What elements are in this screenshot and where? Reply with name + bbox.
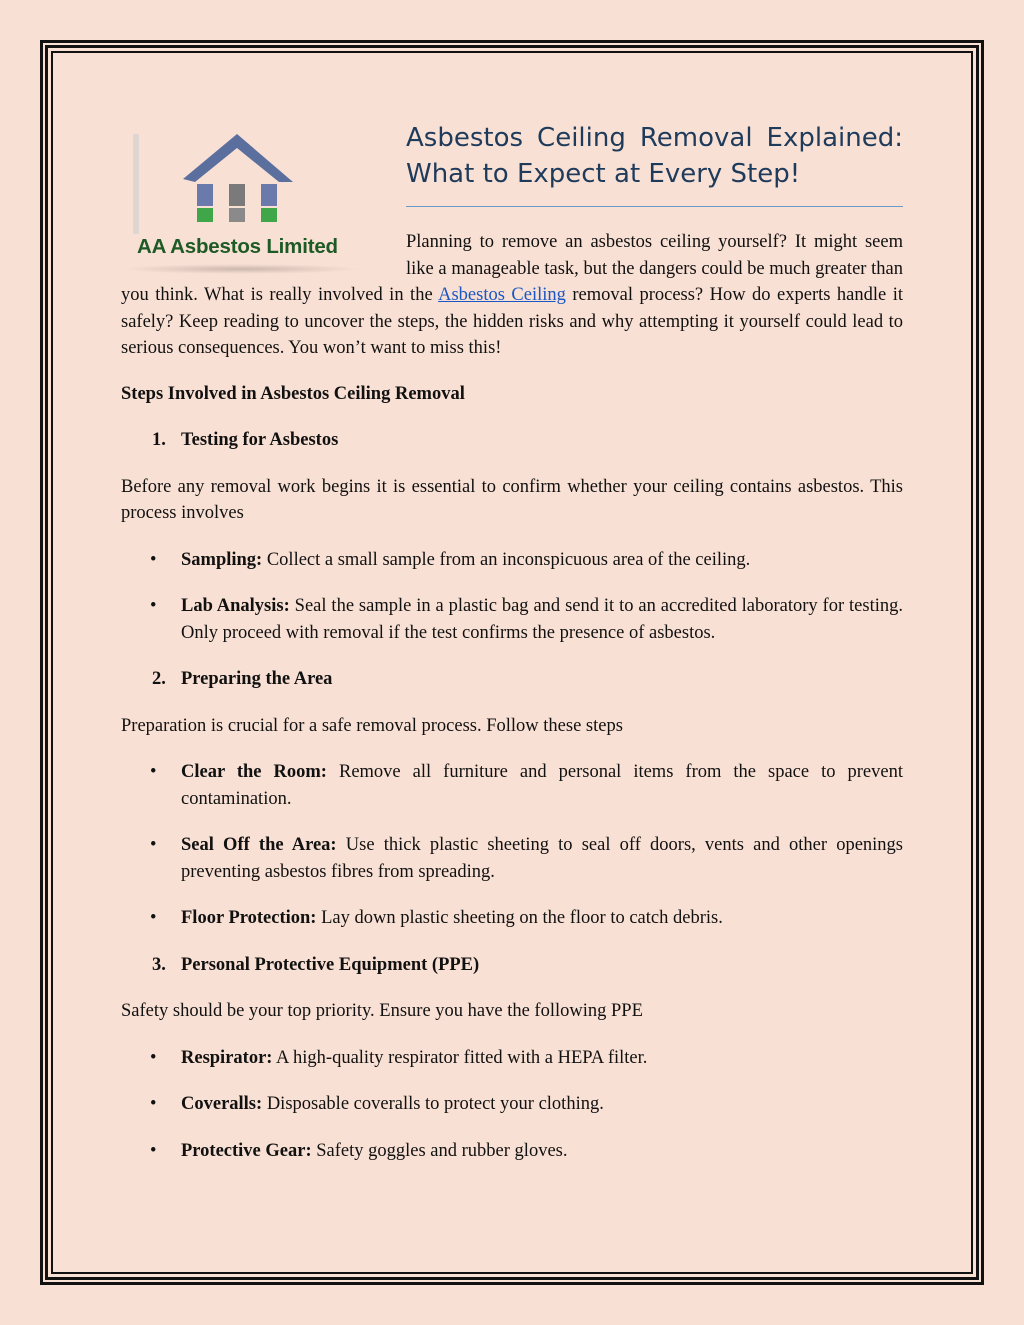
bullet-text: Safety goggles and rubber gloves. bbox=[311, 1140, 568, 1161]
document-body bbox=[121, 110, 903, 1164]
list-item bbox=[121, 759, 903, 812]
bullet-icon: • bbox=[150, 1094, 157, 1114]
intro-text-after: removal process? How do experts handle it safely? Keep reading to uncover the steps, the hidden risks and why attempting it yourself could lead to serious consequences. You won’t want to miss this! bbox=[121, 285, 904, 358]
house-logo-icon bbox=[133, 134, 343, 234]
step-title: Testing for Asbestos bbox=[181, 430, 339, 450]
bullet-icon: • bbox=[150, 762, 157, 782]
list-item bbox=[121, 547, 903, 574]
bullet-icon: • bbox=[150, 835, 157, 855]
asbestos-ceiling-link[interactable]: Asbestos Ceiling bbox=[438, 285, 566, 305]
step-paragraph: Before any removal work begins it is essential to confirm whether your ceiling contains asbestos. This process involves bbox=[121, 476, 903, 523]
list-item bbox=[121, 832, 903, 885]
intro-text-before: Planning to remove an asbestos ceiling yourself? It might seem like a manageable task, but the dangers could be much greater than you think. What is really involved in the bbox=[121, 232, 903, 305]
list-item bbox=[121, 1091, 903, 1118]
step-number: 2. bbox=[152, 669, 166, 689]
step-heading-2 bbox=[152, 666, 903, 693]
step-paragraph: Preparation is crucial for a safe removal process. Follow these steps bbox=[121, 715, 623, 736]
bullet-label: Sampling: bbox=[181, 549, 263, 570]
section-heading: Steps Involved in Asbestos Ceiling Removal bbox=[121, 383, 465, 404]
bullet-icon: • bbox=[150, 908, 157, 928]
bullet-list bbox=[121, 759, 903, 932]
list-item bbox=[121, 1045, 903, 1072]
logo-shadow bbox=[121, 264, 361, 274]
bullet-icon: • bbox=[150, 1047, 157, 1068]
bullet-label: Respirator: bbox=[181, 1047, 273, 1068]
bullet-icon: • bbox=[150, 596, 157, 616]
bullet-text: A high-quality respirator fitted with a HEPA filter. bbox=[272, 1047, 648, 1068]
bullet-text: Use thick plastic sheeting to seal off doors, vents and other openings preventing asbestos fibres from spreading. bbox=[181, 835, 903, 882]
step-number: 3. bbox=[152, 954, 166, 975]
bullet-icon: • bbox=[150, 1140, 157, 1161]
bullet-text: Lay down plastic sheeting on the floor to catch debris. bbox=[316, 908, 723, 928]
company-logo bbox=[121, 124, 359, 274]
step-heading-1 bbox=[152, 427, 903, 454]
step-title: Personal Protective Equipment (PPE) bbox=[181, 954, 480, 975]
list-item bbox=[121, 905, 903, 932]
bullet-text: Collect a small sample from an inconspicuous area of the ceiling. bbox=[262, 549, 751, 570]
step-title: Preparing the Area bbox=[181, 669, 333, 689]
logo-wordmark: AA Asbestos Limited bbox=[137, 235, 338, 258]
list-item bbox=[121, 1138, 903, 1165]
bullet-label: Coveralls: bbox=[181, 1094, 263, 1114]
bullet-label: Lab Analysis: bbox=[181, 596, 290, 616]
bullet-label: Floor Protection: bbox=[181, 908, 317, 928]
step-heading-3 bbox=[152, 952, 903, 979]
bullet-label: Protective Gear: bbox=[181, 1140, 312, 1161]
bullet-list bbox=[121, 547, 903, 647]
bullet-text: Remove all furniture and personal items from the space to prevent contamination. bbox=[181, 762, 903, 809]
bullet-text: Disposable coveralls to protect your clothing. bbox=[262, 1094, 604, 1114]
bullet-list bbox=[121, 1045, 903, 1165]
page-title: Asbestos Ceiling Removal Explained: What to Expect at Every Step! bbox=[406, 110, 903, 207]
bullet-label: Seal Off the Area: bbox=[181, 835, 337, 855]
step-paragraph: Safety should be your top priority. Ensure you have the following PPE bbox=[121, 1001, 643, 1021]
bullet-label: Clear the Room: bbox=[181, 762, 327, 782]
bullet-text: Seal the sample in a plastic bag and send it to an accredited laboratory for testing. Only proceed with removal if the test confirms the presence of asbestos. bbox=[181, 596, 903, 643]
bullet-icon: • bbox=[150, 549, 157, 570]
list-item bbox=[121, 593, 903, 646]
step-number: 1. bbox=[152, 430, 166, 450]
